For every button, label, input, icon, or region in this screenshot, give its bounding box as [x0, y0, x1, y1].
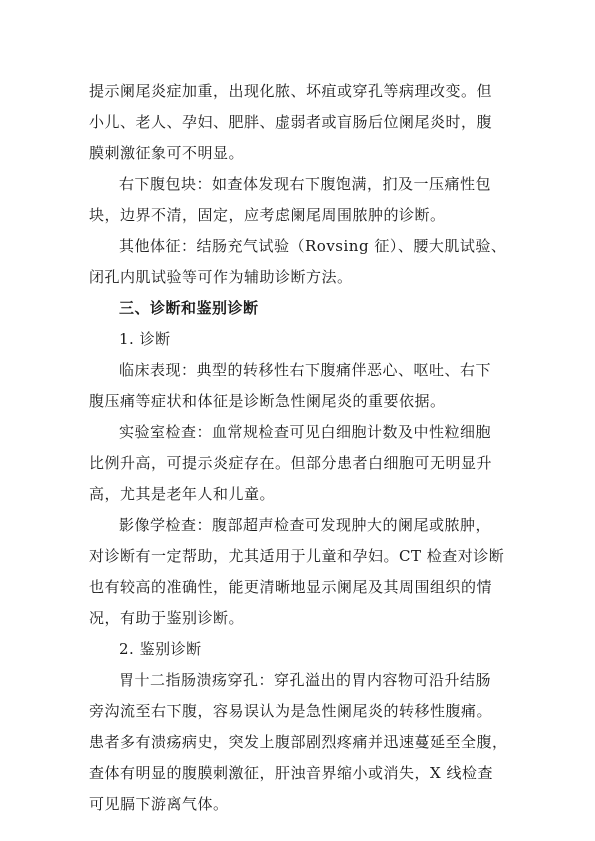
text-line: 查体有明显的腹膜刺激征，肝浊音界缩小或消失，X 线检查	[89, 764, 493, 782]
text-line: 也有较高的准确性，能更清晰地显示阑尾及其周围组织的情	[89, 578, 493, 596]
text-line: 实验室检查：血常规检查可见白细胞计数及中性粒细胞	[119, 423, 492, 441]
paragraph-ulcer-perforation	[89, 665, 509, 820]
text-line: 影像学检查：腹部超声检查可发现肿大的阑尾或脓肿，	[119, 516, 492, 534]
subsection-heading-diagnosis: 1. 诊断	[119, 330, 171, 348]
text-line: 旁沟流至右下腹，容易误认为是急性阑尾炎的转移性腹痛。	[89, 702, 493, 720]
text-line: 况，有助于鉴别诊断。	[89, 609, 245, 627]
subsection-heading-differential: 2. 鉴别诊断	[119, 640, 202, 658]
text-line: 小儿、老人、孕妇、肥胖、虚弱者或盲肠后位阑尾炎时，腹	[89, 113, 493, 131]
paragraph-right-lower-mass	[89, 169, 509, 231]
text-line: 腹压痛等症状和体征是诊断急性阑尾炎的重要依据。	[89, 392, 446, 410]
text-line: 块，边界不清，固定，应考虑阑尾周围脓肿的诊断。	[89, 206, 446, 224]
text-line: 临床表现：典型的转移性右下腹痛伴恶心、呕吐、右下	[119, 361, 492, 379]
text-line: 提示阑尾炎症加重，出现化脓、坏疽或穿孔等病理改变。但	[89, 82, 493, 100]
section-heading: 三、诊断和鉴别诊断	[119, 299, 259, 317]
paragraph-continued	[89, 76, 509, 169]
text-line: 胃十二指肠溃疡穿孔：穿孔溢出的胃内容物可沿升结肠	[119, 671, 492, 689]
paragraph-lab-tests	[89, 417, 509, 510]
text-line: 患者多有溃疡病史，突发上腹部剧烈疼痛并迅速蔓延至全腹，	[89, 733, 508, 751]
paragraph-other-signs	[89, 231, 509, 293]
document-body	[89, 76, 509, 820]
paragraph-clinical-presentation	[89, 355, 509, 417]
text-line: 比例升高，可提示炎症存在。但部分患者白细胞可无明显升	[89, 454, 493, 472]
text-line: 右下腹包块：如查体发现右下腹饱满，扪及一压痛性包	[119, 175, 492, 193]
text-line: 闭孔内肌试验等可作为辅助诊断方法。	[89, 268, 353, 286]
text-line: 对诊断有一定帮助，尤其适用于儿童和孕妇。CT 检查对诊断	[89, 547, 505, 565]
text-line: 可见膈下游离气体。	[89, 795, 229, 813]
text-line: 高，尤其是老年人和儿童。	[89, 485, 276, 503]
paragraph-imaging	[89, 510, 509, 634]
text-line: 其他体征：结肠充气试验（Rovsing 征）、腰大肌试验、	[119, 237, 507, 255]
text-line: 膜刺激征象可不明显。	[89, 144, 245, 162]
